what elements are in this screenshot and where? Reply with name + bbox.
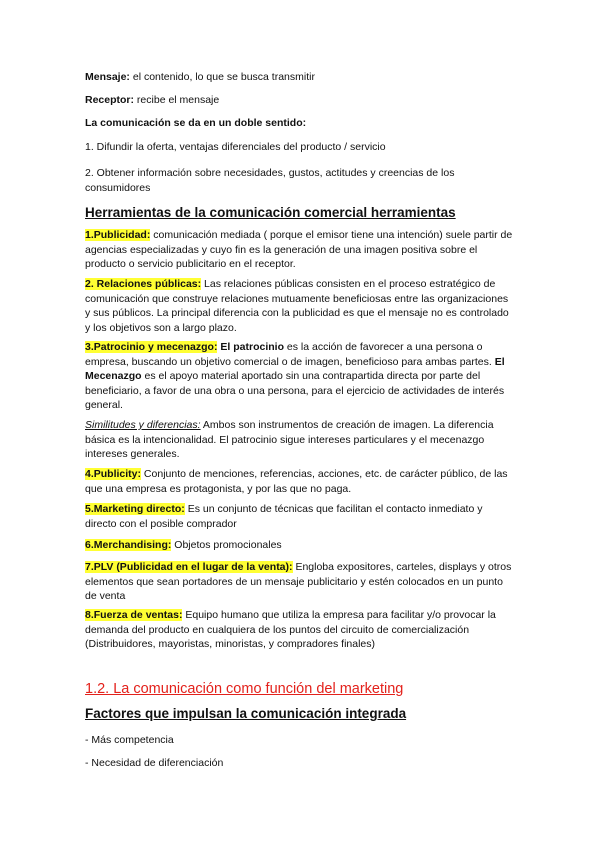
- fuerza-ventas-label: 8.Fuerza de ventas:: [85, 609, 183, 621]
- publicity-text: Conjunto de menciones, referencias, acciones, etc. de carácter público, de las que una empresa es protagonista, y por las que no paga.: [85, 468, 508, 495]
- patrocinio-text-2: es el apoyo material aportado sin una contrapartida directa por parte del beneficiario, a favor de una obra o una persona, para el ejercicio de actividades de interés general.: [85, 370, 505, 412]
- similitudes-label: Similitudes y diferencias:: [85, 419, 201, 431]
- relaciones-paragraph: [85, 277, 515, 335]
- publicidad-paragraph: [85, 228, 515, 272]
- bullet-diferenciacion: - Necesidad de diferenciación: [85, 757, 224, 769]
- receptor-text: recibe el mensaje: [134, 94, 220, 106]
- similitudes-text: Ambos son instrumentos de creación de imagen. La diferencia básica es la intencionalidad. El patrocinio sigue intereses particulares y el mecenazgo intereses generales.: [85, 419, 494, 461]
- merchandising-text: Objetos promocionales: [171, 539, 282, 551]
- relaciones-text: Las relaciones públicas consisten en el proceso estratégico de comunicación que construye relaciones mutuamente beneficiosas entre las organizaciones y sus públicos. La principal diferencia con la publicidad es que el mensaje no es controlado y los objetivos son a largo plazo.: [85, 278, 509, 334]
- marketing-directo-paragraph: [85, 502, 515, 531]
- receptor-paragraph: [85, 93, 515, 108]
- relaciones-label: 2. Relaciones públicas:: [85, 278, 202, 290]
- mensaje-text: el contenido, lo que se busca transmitir: [129, 71, 315, 83]
- publicidad-label: 1.Publicidad:: [85, 229, 151, 241]
- publicity-paragraph: [85, 467, 515, 496]
- merchandising-paragraph: [85, 538, 515, 553]
- doble-sentido-heading: La comunicación se da en un doble sentido:: [85, 117, 307, 129]
- mensaje-paragraph: [85, 70, 515, 85]
- receptor-label: Receptor:: [85, 94, 135, 106]
- factores-heading: Factores que impulsan la comunicación integrada: [85, 706, 407, 721]
- merchandising-label: 6.Merchandising:: [85, 539, 172, 551]
- similitudes-paragraph: [85, 418, 515, 462]
- patrocinio-paragraph: [85, 340, 515, 413]
- list-item-1: 1. Difundir la oferta, ventajas diferenciales del producto / servicio: [85, 141, 386, 153]
- publicidad-text: comunicación mediada ( porque el emisor tiene una intención) suele partir de agencias especializadas y cuyo fin es la generación de una imagen positiva sobre el producto o servicio publicitario en el receptor.: [85, 229, 513, 271]
- plv-label: 7.PLV (Publicidad en el lugar de la venta):: [85, 561, 293, 573]
- patrocinio-label: 3.Patrocinio y mecenazgo:: [85, 341, 218, 353]
- fuerza-ventas-paragraph: [85, 608, 515, 652]
- herramientas-heading: Herramientas de la comunicación comercial herramientas: [85, 205, 456, 220]
- marketing-directo-label: 5.Marketing directo:: [85, 503, 185, 515]
- plv-text: Engloba expositores, carteles, displays y otros elementos que sean portadores de un mensaje publicitario y estén colocados en un punto de venta: [85, 561, 512, 603]
- mensaje-label: Mensaje:: [85, 71, 130, 83]
- bullet-mas-competencia: - Más competencia: [85, 734, 174, 746]
- patrocinio-term: El patrocinio: [220, 341, 284, 353]
- publicity-label: 4.Publicity:: [85, 468, 142, 480]
- patrocinio-text-1: es la acción de favorecer a una persona o empresa, buscando un objetivo comercial o de imagen, beneficioso para ambas partes.: [85, 341, 495, 368]
- marketing-directo-text: Es un conjunto de técnicas que facilitan el contacto inmediato y directo con el posible comprador: [85, 503, 483, 530]
- section-heading: 1.2. La comunicación como función del marketing: [85, 681, 404, 697]
- fuerza-ventas-text: Equipo humano que utiliza la empresa para facilitar y/o provocar la demanda del producto en cualquiera de los puntos del circuito de comercialización (Distribuidores, mayoristas, minoristas, y compradores finales): [85, 609, 496, 651]
- plv-paragraph: [85, 560, 515, 604]
- mecenazgo-term: El Mecenazgo: [85, 355, 505, 383]
- list-item-2: 2. Obtener información sobre necesidades, gustos, actitudes y creencias de los consumidores: [85, 167, 455, 194]
